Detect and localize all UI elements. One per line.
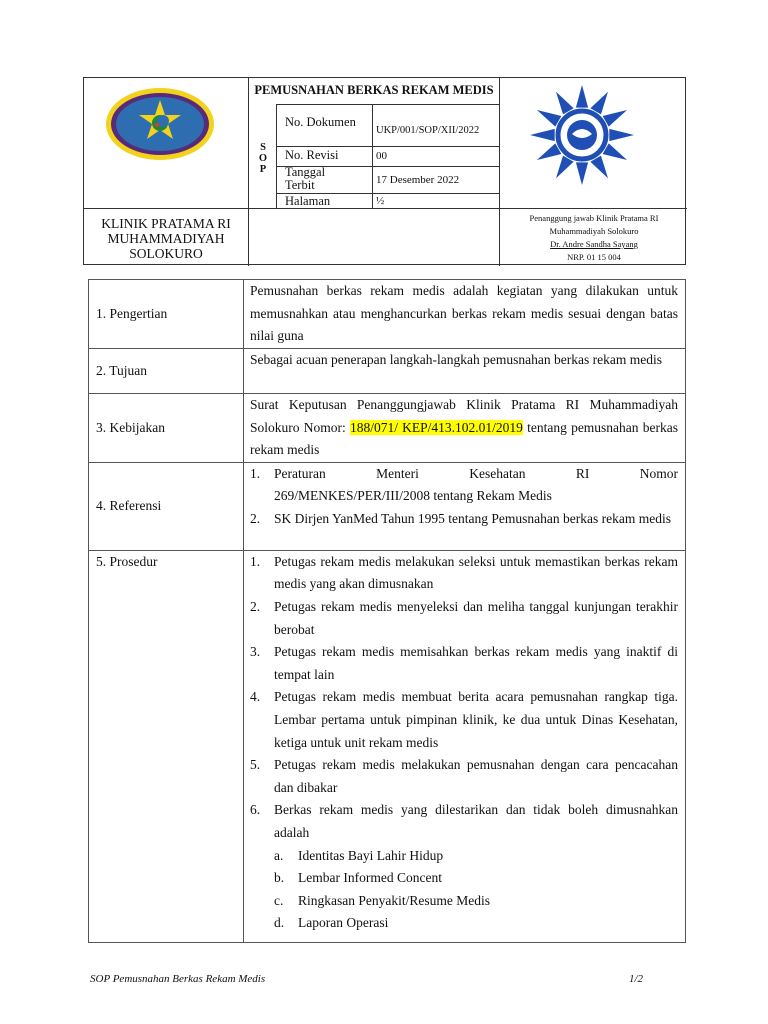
table-row <box>89 280 686 349</box>
field-label-tanggal-terbit: Tanggal Terbit <box>285 165 326 192</box>
sop-label: S O P <box>258 142 268 175</box>
field-label-no-dokumen: No. Dokumen <box>285 115 356 129</box>
document-title: PEMUSNAHAN BERKAS REKAM MEDIS <box>254 83 494 97</box>
section-text-tujuan: Sebagai acuan penerapan langkah-langkah pemusnahan berkas rekam medis <box>244 349 686 394</box>
section-label-kebijakan: 3. Kebijakan <box>89 394 244 463</box>
field-value-no-revisi: 00 <box>376 150 387 162</box>
field-label-no-revisi: No. Revisi <box>285 148 339 162</box>
decree-number-highlight: 188/071/ KEP/413.102.01/2019 <box>349 419 523 435</box>
footer-page-number: 1/2 <box>629 973 644 985</box>
field-value-halaman: ½ <box>376 195 385 207</box>
sop-header-table <box>83 77 686 265</box>
section-label-referensi: 4. Referensi <box>89 462 244 550</box>
table-row <box>89 394 686 463</box>
list-item: 6. Berkas rekam medis yang dilestarikan dan tidak boleh dimusnahkan adalah <box>250 802 678 840</box>
footer-document-name: SOP Pemusnahan Berkas Rekam Medis <box>90 973 266 985</box>
muhammadiyah-logo <box>524 82 640 188</box>
sub-list-item: b. Lembar Informed Concent <box>274 870 442 886</box>
clinic-logo <box>105 87 215 161</box>
table-row <box>89 550 686 942</box>
list-item: 2. SK Dirjen YanMed Tahun 1995 tentang Pemusnahan berkas rekam medis <box>250 510 671 526</box>
section-list-prosedur <box>244 550 686 942</box>
section-list-referensi <box>244 462 686 550</box>
section-label-tujuan: 2. Tujuan <box>89 349 244 394</box>
responsible-name: Dr. Andre Sandha Sayang <box>550 239 638 249</box>
list-item: 4. Petugas rekam medis membuat berita acara pemusnahan rangkap tiga. Lembar pertama untuk pimpinan klinik, ke dua untuk Dinas Kesehatan, ketiga untuk unit rekam medis <box>250 689 678 750</box>
responsible-line2: Muhammadiyah Solokuro <box>549 226 639 236</box>
list-item: 3. Petugas rekam medis memisahkan berkas rekam medis yang inaktif di tempat lain <box>250 644 678 682</box>
sop-content-table <box>88 279 686 943</box>
responsible-line1: Penanggung jawab Klinik Pratama RI <box>529 213 659 223</box>
responsible-person-block <box>502 212 686 264</box>
section-label-pengertian: 1. Pengertian <box>89 280 244 349</box>
list-item: 2. Petugas rekam medis menyeleksi dan meliha tanggal kunjungan terakhir berobat <box>250 598 678 637</box>
field-value-tanggal-terbit: 17 Desember 2022 <box>376 174 460 186</box>
sub-list-item: c. Ringkasan Penyakit/Resume Medis <box>274 892 490 908</box>
list-item: 5. Petugas rekam medis melakukan pemusnahan dengan cara pencacahan dan dibakar <box>250 757 678 795</box>
table-row <box>89 462 686 550</box>
clinic-name: KLINIK PRATAMA RI MUHAMMADIYAH SOLOKURO <box>101 216 231 261</box>
responsible-nrp: NRP. 01 15 004 <box>567 252 621 262</box>
sub-list-item: a. Identitas Bayi Lahir Hidup <box>274 847 444 863</box>
sub-list-item: d. Laporan Operasi <box>274 915 389 931</box>
table-row <box>89 349 686 394</box>
field-label-halaman: Halaman <box>285 194 331 208</box>
field-value-no-dokumen: UKP/001/SOP/XII/2022 <box>376 125 480 136</box>
section-text-kebijakan: Surat Keputusan Penanggungjawab Klinik Pratama RI Muhammadiyah Solokuro Nomor: 188/071/ KEP/413.102.01/2019 tentang pemusnahan berkas rekam medis <box>244 394 686 463</box>
list-item: 1. Petugas rekam medis melakukan seleksi untuk memastikan berkas rekam medis yang akan dimusnakan <box>250 553 678 592</box>
list-item: 1. Peraturan Menteri Kesehatan RI Nomor 269/MENKES/PER/III/2008 tentang Rekam Medis <box>250 465 678 504</box>
section-label-prosedur: 5. Prosedur <box>89 550 244 942</box>
section-text-pengertian: Pemusnahan berkas rekam medis adalah kegiatan yang dilakukan untuk memusnahkan atau menghancurkan berkas rekam medis sesuai dengan batas nilai guna <box>244 280 686 349</box>
